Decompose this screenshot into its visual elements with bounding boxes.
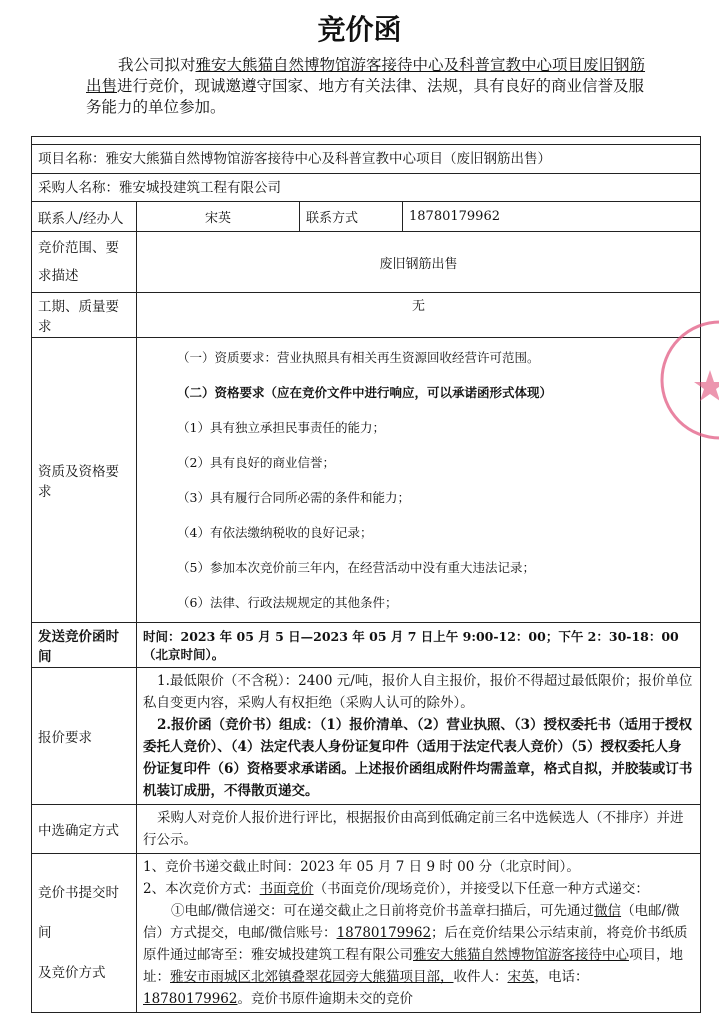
price-item-1: 1.最低限价（不含税）：2400 元/吨，报价人自主报价，报价不得超过最低限价；报价单位私自变更内容，采购人有权拒绝（采购人认可的除外）。 [143, 673, 693, 711]
submit-item-1: 1、竞价书递交截止时间：2023 年 05 月 7 日 9 时 00 分（北京时间）。 [143, 859, 580, 875]
qual-item: （一）资质要求：营业执照具有相关再生资源回收经营许可范围。 [177, 350, 540, 365]
intro-prefix: 我公司拟对 [118, 56, 196, 74]
qual-list [137, 338, 701, 623]
t: ；后在竞价结果公示结束前，将竞价书纸质原件通过邮寄至：雅安城投建筑工程有限公司 [143, 925, 688, 963]
t: ，电话： [534, 969, 589, 985]
contact-name: 宋英 [137, 202, 300, 232]
spacer-row [32, 137, 701, 145]
t: 2、本次竞价方式： [143, 881, 260, 897]
bid-method: 书面竞价 [259, 881, 314, 897]
project-name: 项目名称：雅安大熊猫自然博物馆游客接待中心及科普宣教中心项目（废旧钢筋出售） [32, 145, 701, 174]
contact-method-label: 联系方式 [300, 202, 403, 232]
contact-label: 联系人/经办人 [32, 202, 137, 232]
period-label: 工期、质量要求 [32, 293, 137, 338]
submit-item-2 [143, 878, 694, 900]
period-value: 无 [137, 293, 701, 338]
t: （电邮/微信）方式提交，电邮/微信账号： [143, 903, 680, 941]
intro-suffix: 进行竞价，现诚邀遵守国家、地方有关法律、法规，具有良好的商业信誉及服务能力的单位参加。 [86, 77, 645, 116]
submit-label [32, 854, 137, 1013]
submit-label-2: 及竞价方式 [38, 965, 106, 981]
select-value: 采购人对竞价人报价进行评比，根据报价由高到低确定前三名中选候选人（不排序）并进行公示。 [137, 805, 701, 854]
qual-label: 资质及资格要求 [32, 338, 137, 623]
qual-item: （3）具有履行合同所必需的条件和能力； [177, 490, 410, 505]
recipient: 宋英 [507, 969, 535, 985]
intro-project: 雅安大熊猫自然博物馆游客接待中心及科普宣教中心项目废旧钢筋出售 [86, 56, 646, 95]
document-title: 竞价函 [317, 13, 402, 46]
company-stamp [640, 320, 719, 460]
intro-paragraph [86, 55, 646, 118]
qual-item: （二）资格要求（应在竞价文件中进行响应，可以承诺函形式体现） [177, 385, 553, 400]
qual-item: （6）法律、行政法规规定的其他条件； [177, 595, 398, 610]
phone: 18780179962 [143, 991, 238, 1007]
submit-label-1: 竞价书提交时间 [38, 885, 119, 941]
project-u: 雅安大熊猫自然博物馆游客接待中心 [413, 947, 629, 963]
price-requirements [137, 668, 701, 805]
qual-item: （5）参加本次竞价前三年内，在经营活动中没有重大违法记录； [177, 560, 535, 575]
qual-item: （1）具有独立承担民事责任的能力； [177, 420, 385, 435]
t: 收件人： [453, 969, 508, 985]
scope-value: 废旧钢筋出售 [137, 232, 701, 293]
scope-label: 竞价范围、要求描述 [32, 232, 137, 293]
time-label: 发送竞价函时间 [32, 623, 137, 668]
qual-item: （4）有依法缴纳税收的良好记录； [177, 525, 373, 540]
submit-details [137, 854, 701, 1013]
price-label: 报价要求 [32, 668, 137, 805]
price-item-2: 2.报价函（竞价书）组成：（1）报价清单、（2）营业执照、（3）授权委托书（适用于授权委托人竞价）、（4）法定代表人身份证复印件（适用于法定代表人竞价）（5）授权委托人身份证复印件（6）资格要求承诺函。上述报价函组成附件均需盖章，格式自拟，并胶装或订书机装订成册，不得散页递交。 [143, 717, 693, 799]
account: 18780179962 [336, 925, 432, 941]
t: 。竞价书原件逾期未交的竞价 [237, 991, 413, 1007]
address: 雅安市雨城区北郊镇叠翠花园旁大熊猫项目部， [170, 969, 454, 985]
time-value: 时间：2023 年 05 月 5 日—2023 年 05 月 7 日上午 9:00-12：00；下午 2：30-18：00（北京时间）。 [137, 623, 701, 668]
submit-item-3 [143, 900, 694, 1010]
select-label: 中选确定方式 [32, 805, 137, 854]
bid-table [31, 136, 701, 1013]
t: （书面竞价/现场竞价），并接受以下任意一种方式递交： [313, 881, 649, 897]
t: 项目，地址： [143, 947, 683, 985]
submit-channel: 微信 [594, 903, 622, 919]
contact-phone: 18780179962 [403, 202, 701, 232]
t: ①电邮/微信递交：可在递交截止之日前将竞价书盖章扫描后，可先通过 [171, 903, 595, 919]
qual-item: （2）具有良好的商业信誉； [177, 455, 335, 470]
purchaser-name: 采购人名称：雅安城投建筑工程有限公司 [32, 174, 701, 202]
